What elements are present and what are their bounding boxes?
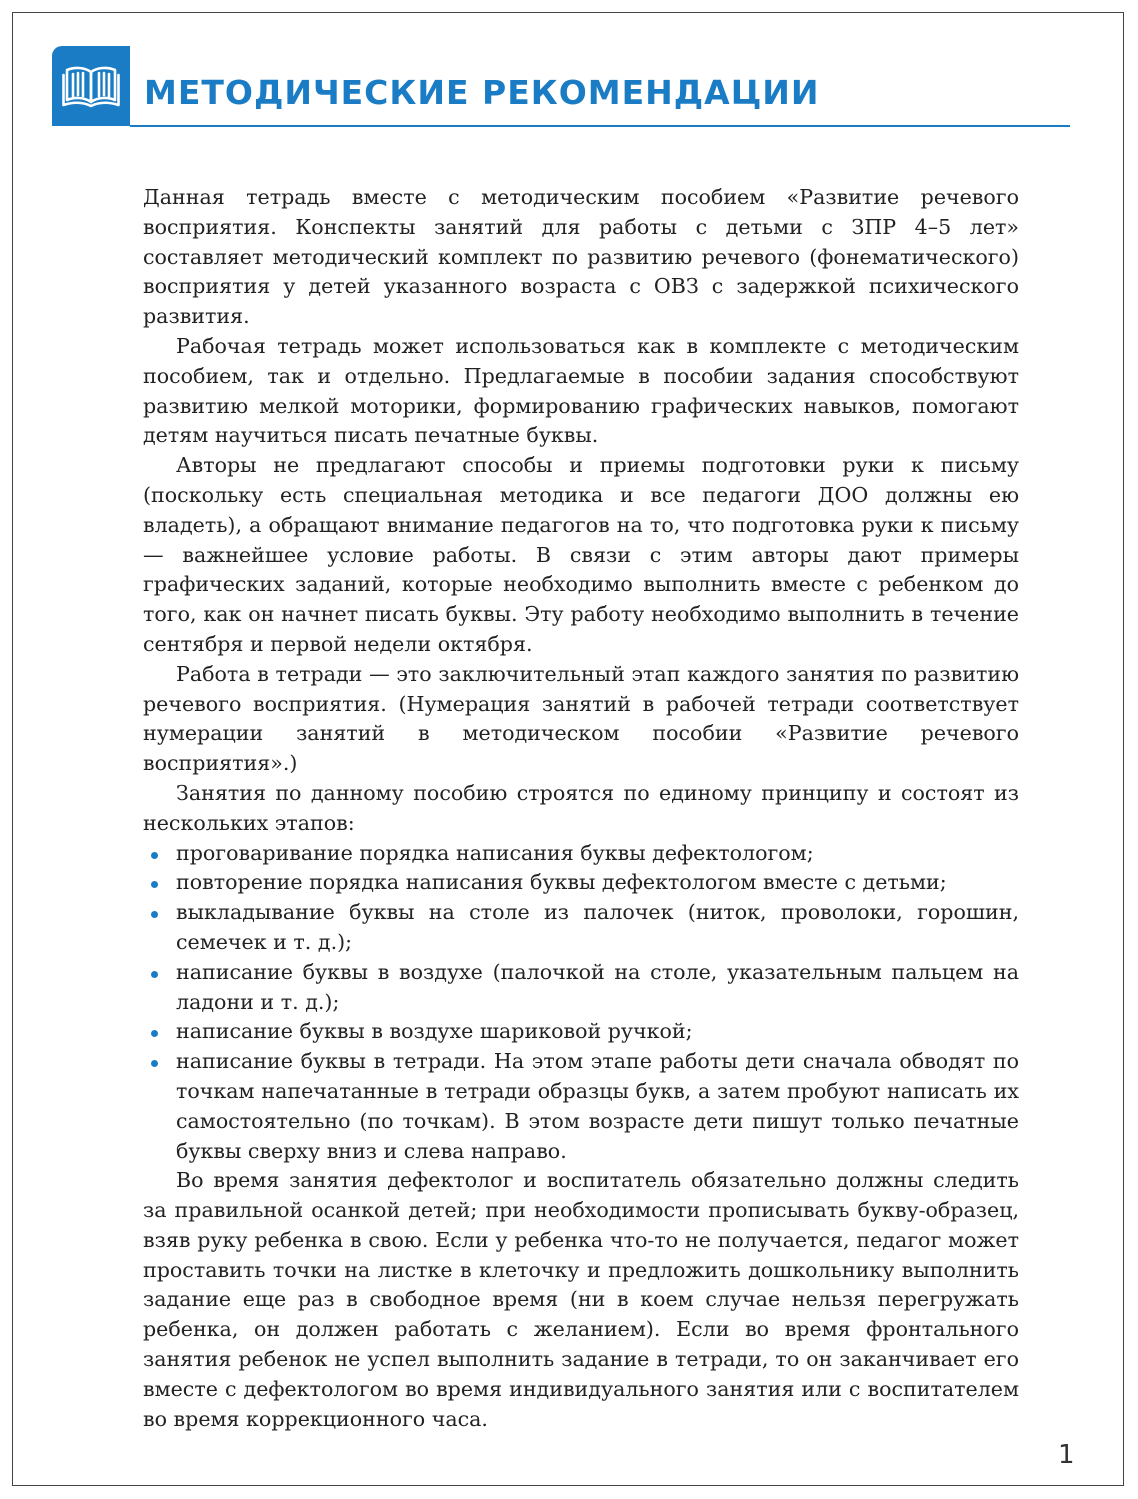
list-item-text: проговаривание порядка написания буквы дефектологом; bbox=[176, 840, 814, 865]
paragraph-supervision: Во время занятия дефектолог и воспитатель обязательно должны следить за правильной осанкой детей; при необходимости прописывать букву-образец, взяв руку ребенка в свою. Если у ребенка что-то не получается, педагог может проставить точки на листке в клеточку и предложить дошкольнику выполнить задание еще раз в свободное время (ни в коем случае нельзя перегружать ребенка, он должен работать с желанием). Если во время фронтального занятия ребенок не успел выполнить задание в тетради, то он заканчивает его вместе с дефектологом во время индивидуального занятия или с воспитателем во время коррекционного часа. bbox=[143, 1168, 1019, 1431]
open-book-icon bbox=[62, 64, 120, 108]
list-item-text: написание буквы в тетради. На этом этапе работы дети сначала обводят по точкам напечатанные в тетради образцы букв, а затем пробуют написать их самостоятельно (по точкам). В этом возрасте дети пишут только печатные буквы сверху вниз и слева направо. bbox=[176, 1049, 1019, 1163]
bullet-dot-icon bbox=[151, 1060, 158, 1067]
list-item bbox=[143, 1047, 1019, 1166]
header-divider bbox=[130, 125, 1070, 127]
bullet-dot-icon bbox=[151, 971, 158, 978]
list-item bbox=[143, 839, 1019, 869]
list-item-text: выкладывание буквы на столе из палочек (ниток, проволоки, горошин, семечек и т. д.); bbox=[176, 900, 1019, 954]
paragraph-workbook-stage: Работа в тетради — это заключительный этап каждого занятия по развитию речевого восприятия. (Нумерация занятий в рабочей тетради соответствует нумерации занятий в методическом пособии «Развитие речевого восприятия».) bbox=[143, 661, 1019, 776]
list-item bbox=[143, 958, 1019, 1018]
bullet-dot-icon bbox=[151, 911, 158, 918]
list-item bbox=[143, 1017, 1019, 1047]
main-text bbox=[143, 183, 1019, 1434]
page-number: 1 bbox=[1058, 1440, 1075, 1470]
paragraph-intro: Данная тетрадь вместе с методическим пособием «Развитие речевого восприятия. Конспекты занятий для работы с детьми с ЗПР 4–5 лет» составляет методический комплект по развитию речевого (фонематического) восприятия у детей указанного возраста с ОВЗ с задержкой психического развития. bbox=[143, 185, 1019, 329]
list-item bbox=[143, 898, 1019, 958]
bullet-dot-icon bbox=[151, 881, 158, 888]
paragraph-hand-preparation: Авторы не предлагают способы и приемы подготовки руки к письму (поскольку есть специальная методика и все педагоги ДОО должны ею владеть), а обращают внимание педагогов на то, что подготовка руки к письму — важнейшее условие работы. В связи с этим авторы дают примеры графических заданий, которые необходимо выполнить вместе с ребенком до того, как он начнет писать буквы. Эту работу необходимо выполнить в течение сентября и первой недели октября. bbox=[143, 453, 1019, 656]
bullet-dot-icon bbox=[151, 1030, 158, 1037]
list-item-text: повторение порядка написания буквы дефектологом вместе с детьми; bbox=[176, 870, 947, 895]
paragraph-usage: Рабочая тетрадь может использоваться как в комплекте с методическим пособием, так и отдельно. Предлагаемые в пособии задания способствуют развитию мелкой моторики, формированию графических навыков, помогают детям научиться писать печатные буквы. bbox=[143, 333, 1019, 448]
paragraph-lesson-structure: Занятия по данному пособию строятся по единому принципу и состоят из нескольких этапов: bbox=[143, 780, 1019, 835]
bullet-dot-icon bbox=[151, 852, 158, 859]
list-item-text: написание буквы в воздухе (палочкой на столе, указательным пальцем на ладони и т. д.); bbox=[176, 959, 1019, 1014]
list-item bbox=[143, 868, 1019, 898]
list-item-text: написание буквы в воздухе шариковой ручкой; bbox=[176, 1019, 693, 1044]
stages-list bbox=[143, 839, 1019, 1167]
header-icon-box bbox=[52, 46, 130, 126]
page-title: МЕТОДИЧЕСКИЕ РЕКОМЕНДАЦИИ bbox=[144, 73, 820, 112]
